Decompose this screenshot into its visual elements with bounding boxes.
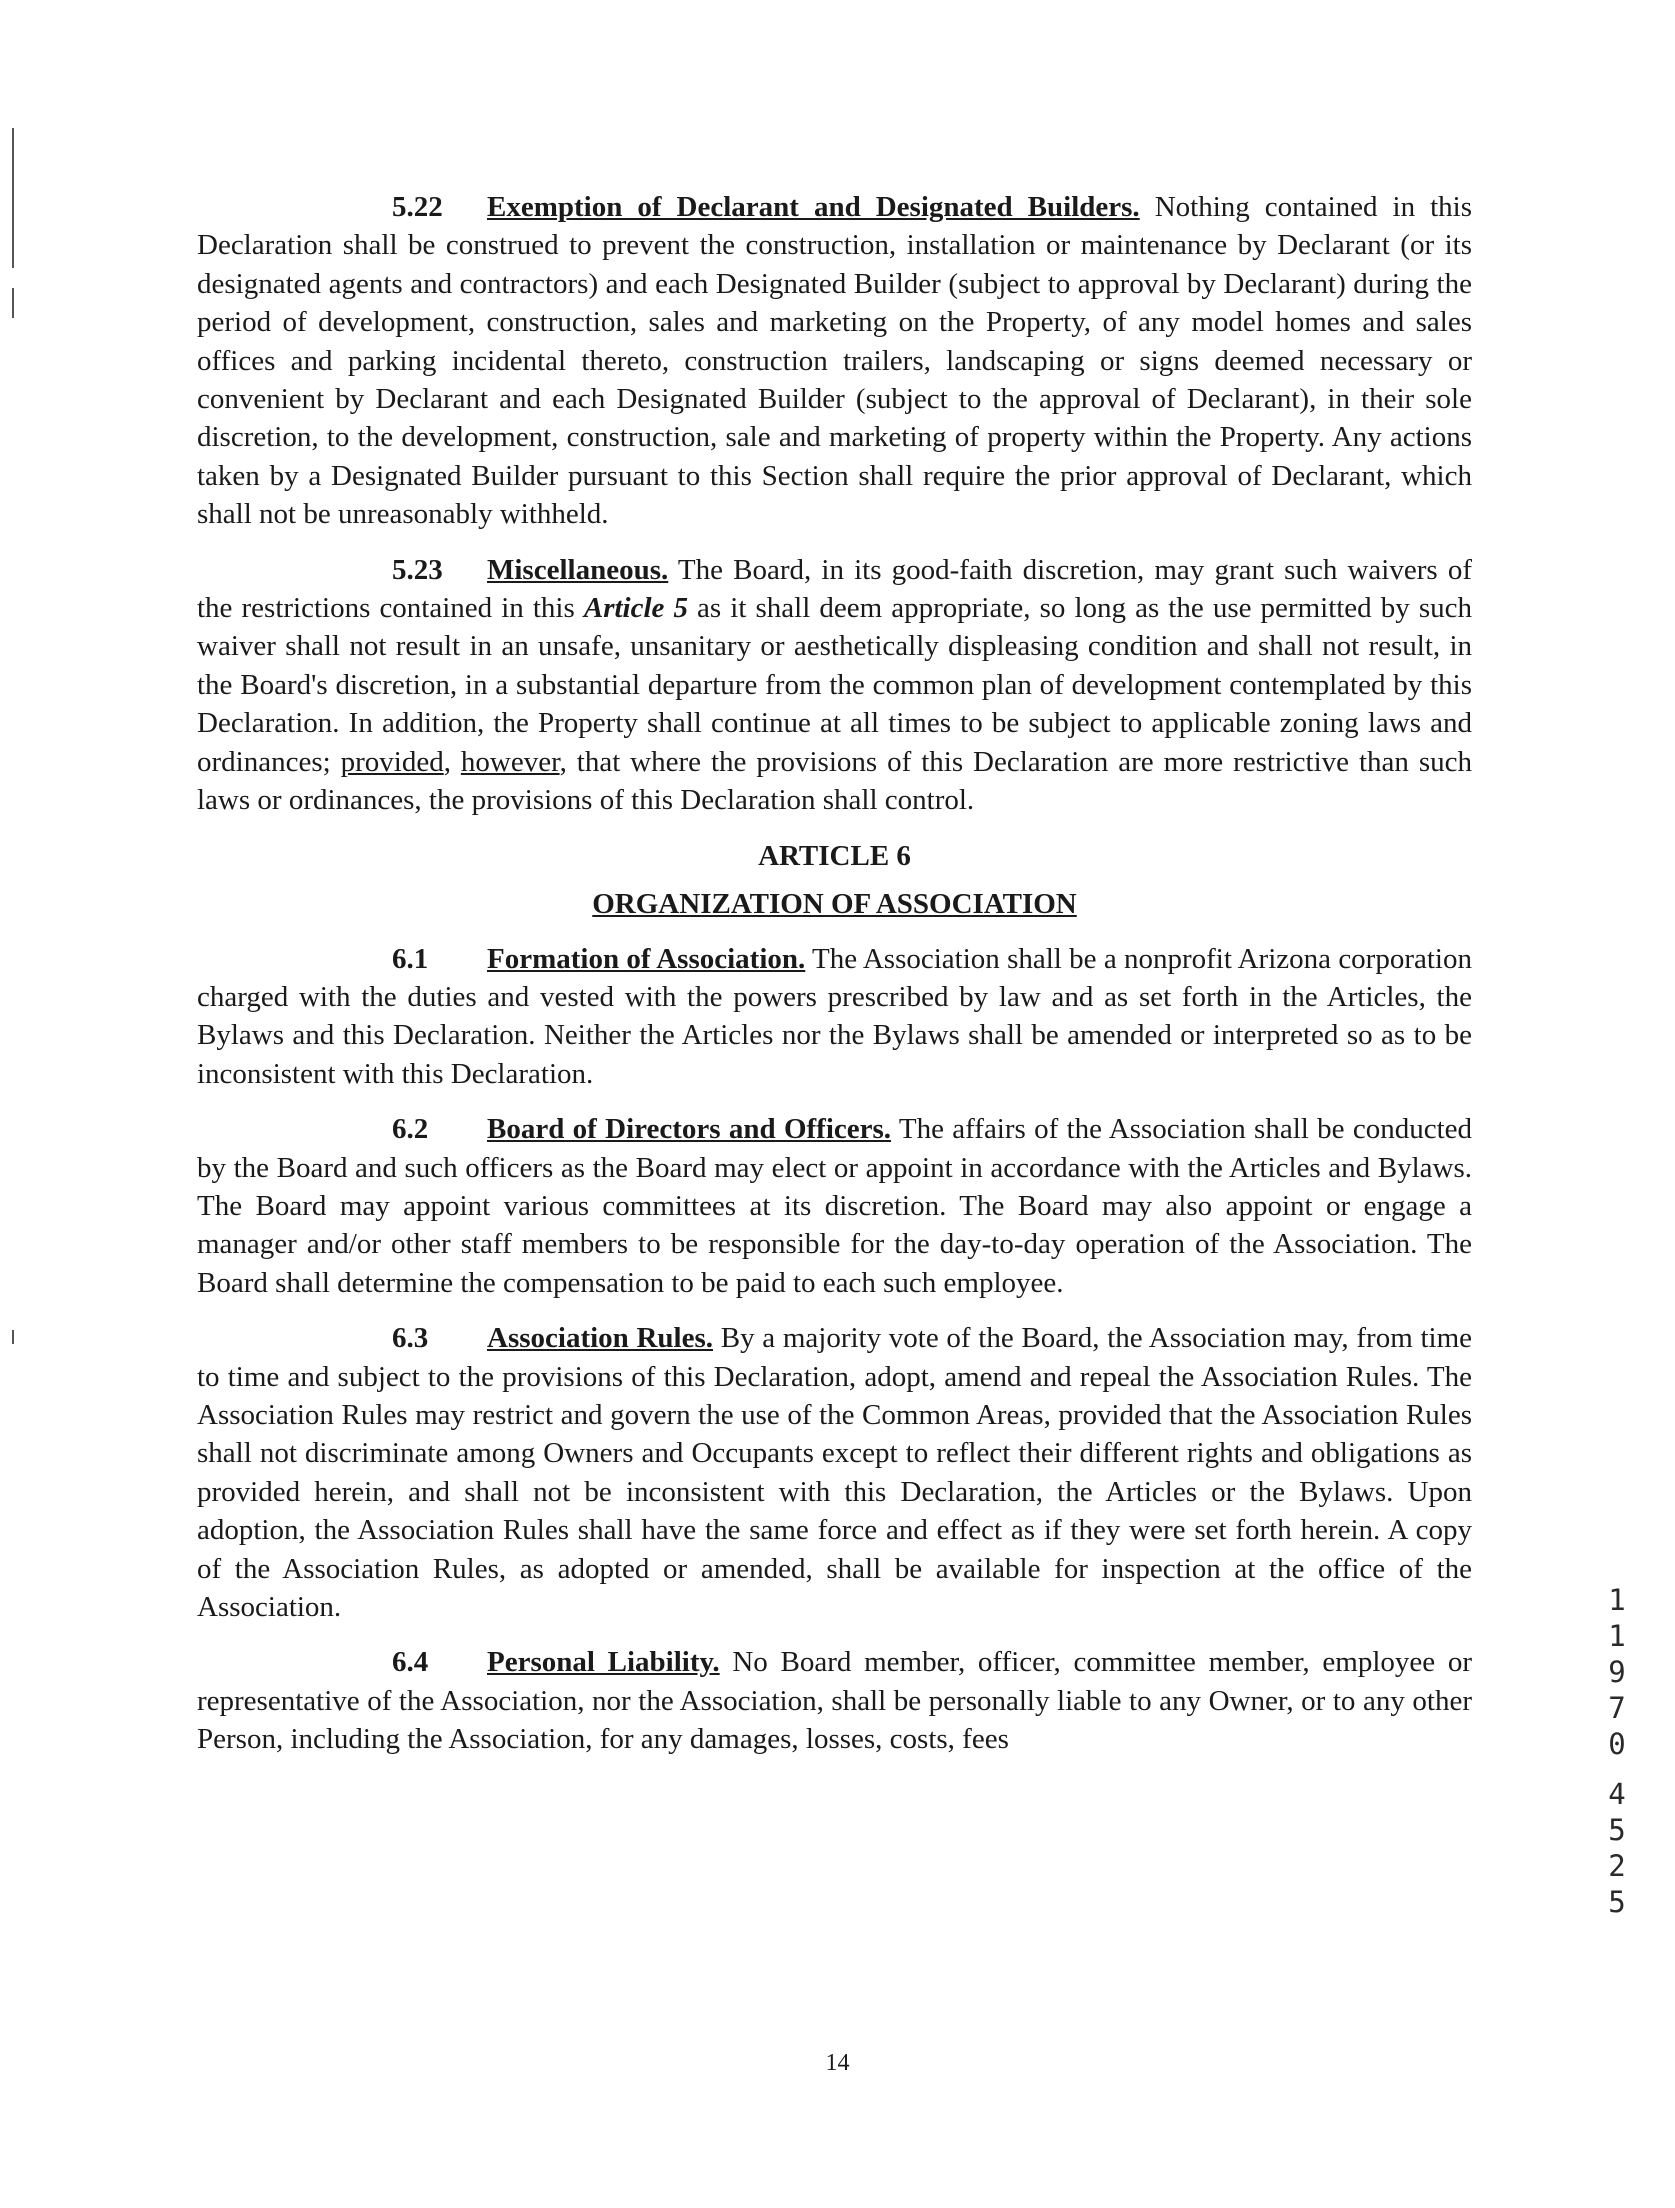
section-number: 5.22 — [392, 191, 443, 223]
section-5-22 — [197, 188, 1472, 534]
section-body: The Association shall be a nonprofit Arizona corporation charged with the duties and vested with the powers prescribed by law and as set forth in the Articles, the Bylaws and this Declaration. Neither the Articles nor the Bylaws shall be amended or interpreted so as to be inconsistent with this Declaration. — [197, 942, 1472, 1090]
section-number: 5.23 — [392, 553, 443, 586]
section-title: Miscellaneous. — [487, 553, 669, 586]
scan-artifact — [12, 128, 14, 268]
section-body: as it shall deem appropriate, so long as the use permitted by such waiver shall not result in an unsafe, unsanitary or aesthetically displeasing condition and shall not result, in the Board's discretion, in a substantial departure from the common plan of development contemplated by this Declaration. In addition, the Property shall continue at all times to be subject to applicable zoning laws and ordinances; — [197, 592, 1472, 778]
stamp-digit: 2 — [1608, 1849, 1626, 1883]
article-title: ORGANIZATION OF ASSOCIATION — [592, 887, 1077, 920]
section-title: Board of Directors and Officers. — [487, 1113, 892, 1146]
page-number: 14 — [825, 2050, 850, 2076]
section-body: Nothing contained in this Declaration shall be construed to prevent the construction, installation or maintenance by Declarant (or its designated agents and contractors) and each Designated Builder (subject to approval by Declarant) during the period of development, construction, sales and marketing on the Property, of any model homes and sales offices and parking incidental thereto, construction trailers, landscaping or signs deemed necessary or convenient by Declarant and each Designated Builder (subject to the approval of Declarant), in their sole discretion, to the development, construction, sale and marketing of property within the Property. Any actions taken by a Designated Builder pursuant to this Section shall require the prior approval of Declarant, which shall not be unreasonably withheld. — [197, 191, 1473, 531]
stamp-digit: 0 — [1608, 1727, 1626, 1761]
section-title: Association Rules. — [487, 1322, 714, 1355]
section-6-4 — [197, 1643, 1472, 1758]
stamp-digit: 7 — [1608, 1691, 1626, 1725]
recording-stamp-lower — [1606, 1776, 1628, 1920]
article-reference: Article 5 — [583, 592, 688, 625]
section-number: 6.4 — [392, 1646, 429, 1679]
scan-artifact — [12, 288, 14, 318]
scan-artifact — [12, 1330, 14, 1344]
however-term: however — [460, 745, 560, 778]
stamp-digit: 5 — [1608, 1885, 1626, 1919]
section-body: The affairs of the Association shall be conducted by the Board and such officers as the Board may elect or appoint in accordance with the Articles and Bylaws. The Board may appoint various committees at its discretion. The Board may also appoint or engage a manager and/or other staff members to be responsible for the day-to-day operation of the Association. The Board shall determine the compensation to be paid to each such employee. — [197, 1113, 1473, 1299]
stamp-digit: 1 — [1608, 1583, 1626, 1617]
section-6-2 — [197, 1110, 1472, 1302]
section-number: 6.1 — [392, 942, 429, 975]
section-title: Exemption of Declarant and Designated Builders. — [487, 191, 1140, 223]
document-body — [197, 188, 1472, 1776]
section-title: Personal Liability. — [487, 1646, 720, 1679]
separator: , — [443, 745, 461, 778]
section-number: 6.2 — [392, 1113, 429, 1146]
section-body: No Board member, officer, committee member, employee or representative of the Association, nor the Association, shall be personally liable to any Owner, or to any other Person, including the Association, for any damages, losses, costs, fees — [197, 1646, 1472, 1756]
section-6-3 — [197, 1319, 1472, 1626]
article-heading: ARTICLE 6 — [758, 839, 911, 872]
section-6-1 — [197, 940, 1472, 1094]
stamp-digit: 1 — [1608, 1619, 1626, 1653]
section-body: , that where the provisions of this Declaration are more restrictive than such laws or ordinances, the provisions of this Declaration shall control. — [197, 745, 1472, 817]
stamp-digit: 9 — [1608, 1655, 1626, 1689]
section-body: By a majority vote of the Board, the Association may, from time to time and subject to the provisions of this Declaration, adopt, amend and repeal the Association Rules. The Association Rules may restrict and govern the use of the Common Areas, provided that the Association Rules shall not discriminate among Owners and Occupants except to reflect their different rights and obligations as provided herein, and shall not be inconsistent with this Declaration, the Articles or the Bylaws. Upon adoption, the Association Rules shall have the same force and effect as if they were set forth herein. A copy of the Association Rules, as adopted or amended, shall be available for inspection at the office of the Association. — [197, 1322, 1473, 1623]
section-5-23 — [197, 551, 1472, 820]
recording-stamp-upper — [1606, 1582, 1628, 1762]
stamp-digit: 5 — [1608, 1813, 1626, 1847]
section-body: The Board, in its good-faith discretion, may grant such waivers of the restrictions contained in this — [197, 553, 1472, 625]
section-number: 6.3 — [392, 1322, 429, 1355]
provided-term: provided — [340, 745, 444, 778]
section-title: Formation of Association. — [487, 942, 806, 975]
stamp-digit: 4 — [1608, 1777, 1626, 1811]
